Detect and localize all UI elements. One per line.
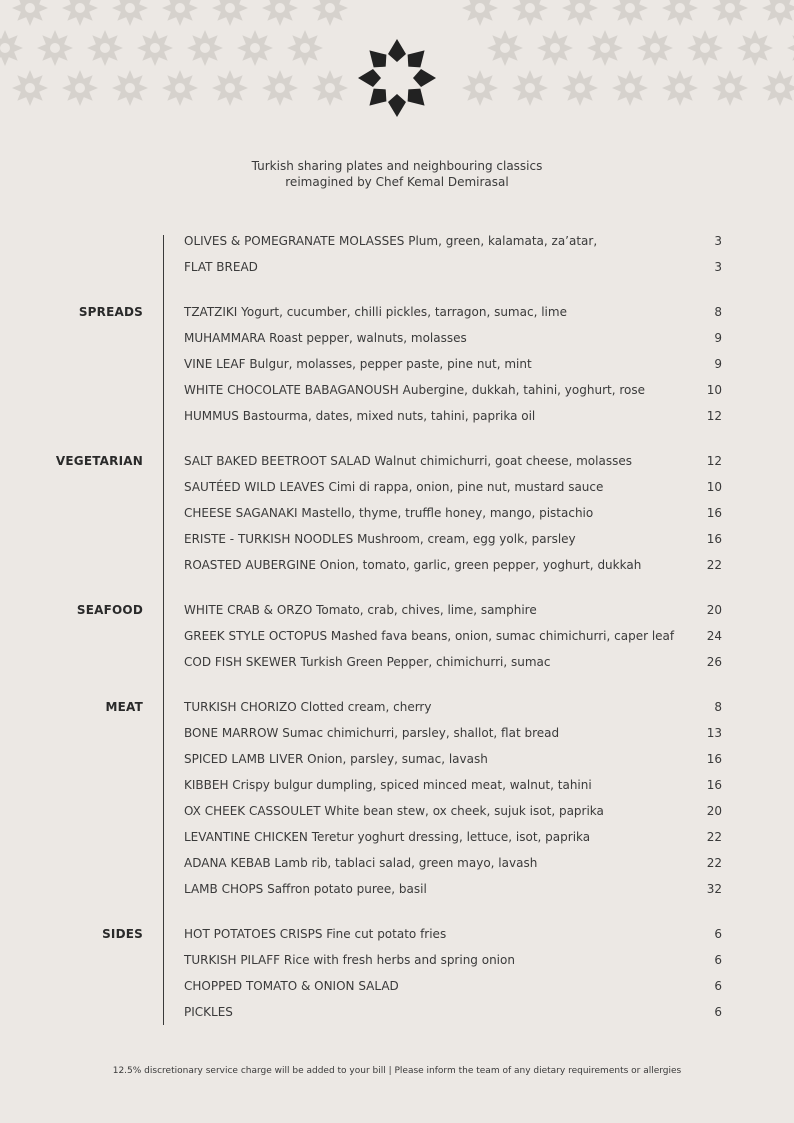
menu-item-name: SPICED LAMB LIVER Onion, parsley, sumac, lavash: [184, 752, 488, 766]
menu-item-price: 16: [706, 532, 722, 546]
menu-item-price: 9: [714, 357, 722, 371]
menu-item-name: MUHAMMARA Roast pepper, walnuts, molasses: [184, 331, 467, 345]
menu-item-price: 12: [706, 409, 722, 423]
menu-item-price: 8: [714, 305, 722, 319]
menu-item-price: 22: [706, 856, 722, 870]
section-label: VEGETARIAN: [55, 454, 143, 468]
intro-line-2: reimagined by Chef Kemal Demirasal: [285, 175, 509, 189]
menu-item-price: 20: [706, 603, 722, 617]
menu-item-price: 6: [714, 1005, 722, 1019]
menu-item-price: 13: [706, 726, 722, 740]
menu-item-name: HOT POTATOES CRISPS Fine cut potato fries: [184, 927, 447, 941]
menu-item-name: TURKISH PILAFF Rice with fresh herbs and spring onion: [184, 953, 515, 967]
menu-item-name: ADANA KEBAB Lamb rib, tablaci salad, green mayo, lavash: [184, 856, 538, 870]
menu-item-name: BONE MARROW Sumac chimichurri, parsley, shallot, flat bread: [184, 726, 560, 740]
star-rosette-icon: [357, 38, 437, 118]
menu-item-name: LEVANTINE CHICKEN Teretur yoghurt dressing, lettuce, isot, paprika: [184, 830, 591, 844]
menu-item-name: FLAT BREAD: [184, 260, 258, 274]
menu-item-name: ROASTED AUBERGINE Onion, tomato, garlic, green pepper, yoghurt, dukkah: [184, 558, 642, 572]
menu-item-name: SALT BAKED BEETROOT SALAD Walnut chimichurri, goat cheese, molasses: [184, 454, 632, 468]
section-label: MEAT: [105, 700, 143, 714]
menu-item-name: SAUTÉED WILD LEAVES Cimi di rappa, onion, pine nut, mustard sauce: [184, 480, 604, 494]
menu-item-name: OLIVES & POMEGRANATE MOLASSES Plum, green, kalamata, za’atar,: [184, 234, 598, 248]
menu-item-price: 9: [714, 331, 722, 345]
menu-item-name: TURKISH CHORIZO Clotted cream, cherry: [184, 700, 432, 714]
menu-item-name: VINE LEAF Bulgur, molasses, pepper paste, pine nut, mint: [184, 357, 532, 371]
menu-item-name: HUMMUS Bastourma, dates, mixed nuts, tahini, paprika oil: [184, 409, 536, 423]
menu-item-price: 8: [714, 700, 722, 714]
menu-item-price: 6: [714, 979, 722, 993]
footer-note: 12.5% discretionary service charge will be added to your bill | Please inform the team of any dietary requirements or allergies: [112, 1066, 682, 1076]
menu-item-price: 12: [706, 454, 722, 468]
menu-item-price: 20: [706, 804, 722, 818]
menu-item-price: 16: [706, 506, 722, 520]
menu-item-price: 16: [706, 778, 722, 792]
menu-item-price: 6: [714, 953, 722, 967]
menu-item-name: GREEK STYLE OCTOPUS Mashed fava beans, onion, sumac chimichurri, caper leaf: [184, 629, 675, 643]
menu-item-name: PICKLES: [184, 1005, 233, 1019]
menu-item-price: 32: [706, 882, 722, 896]
menu-item-price: 22: [706, 558, 722, 572]
section-label: SEAFOOD: [76, 603, 143, 617]
menu-item-name: CHOPPED TOMATO & ONION SALAD: [184, 979, 399, 993]
intro-line-1: Turkish sharing plates and neighbouring classics: [251, 159, 543, 173]
menu-item-price: 26: [706, 655, 722, 669]
menu-item-name: ERISTE - TURKISH NOODLES Mushroom, cream, egg yolk, parsley: [184, 532, 576, 546]
menu-item-price: 6: [714, 927, 722, 941]
menu-item-price: 3: [714, 260, 722, 274]
menu-item-price: 3: [714, 234, 722, 248]
menu-item-name: COD FISH SKEWER Turkish Green Pepper, chimichurri, sumac: [184, 655, 551, 669]
menu-item-name: CHEESE SAGANAKI Mastello, thyme, truffle honey, mango, pistachio: [184, 506, 594, 520]
section-label: SPREADS: [78, 305, 143, 319]
menu-item-name: TZATZIKI Yogurt, cucumber, chilli pickles, tarragon, sumac, lime: [184, 305, 567, 319]
section-label: SIDES: [102, 927, 143, 941]
menu-item-price: 10: [706, 480, 722, 494]
menu-item-price: 24: [706, 629, 722, 643]
menu-item-name: LAMB CHOPS Saffron potato puree, basil: [184, 882, 427, 896]
menu-item-name: KIBBEH Crispy bulgur dumpling, spiced minced meat, walnut, tahini: [184, 778, 592, 792]
menu-item-price: 10: [706, 383, 722, 397]
menu-item-name: OX CHEEK CASSOULET White bean stew, ox cheek, sujuk isot, paprika: [184, 804, 604, 818]
menu-item-name: WHITE CHOCOLATE BABAGANOUSH Aubergine, dukkah, tahini, yoghurt, rose: [184, 383, 645, 397]
menu-item-price: 16: [706, 752, 722, 766]
menu-item-price: 22: [706, 830, 722, 844]
menu-item-name: WHITE CRAB & ORZO Tomato, crab, chives, lime, samphire: [184, 603, 537, 617]
